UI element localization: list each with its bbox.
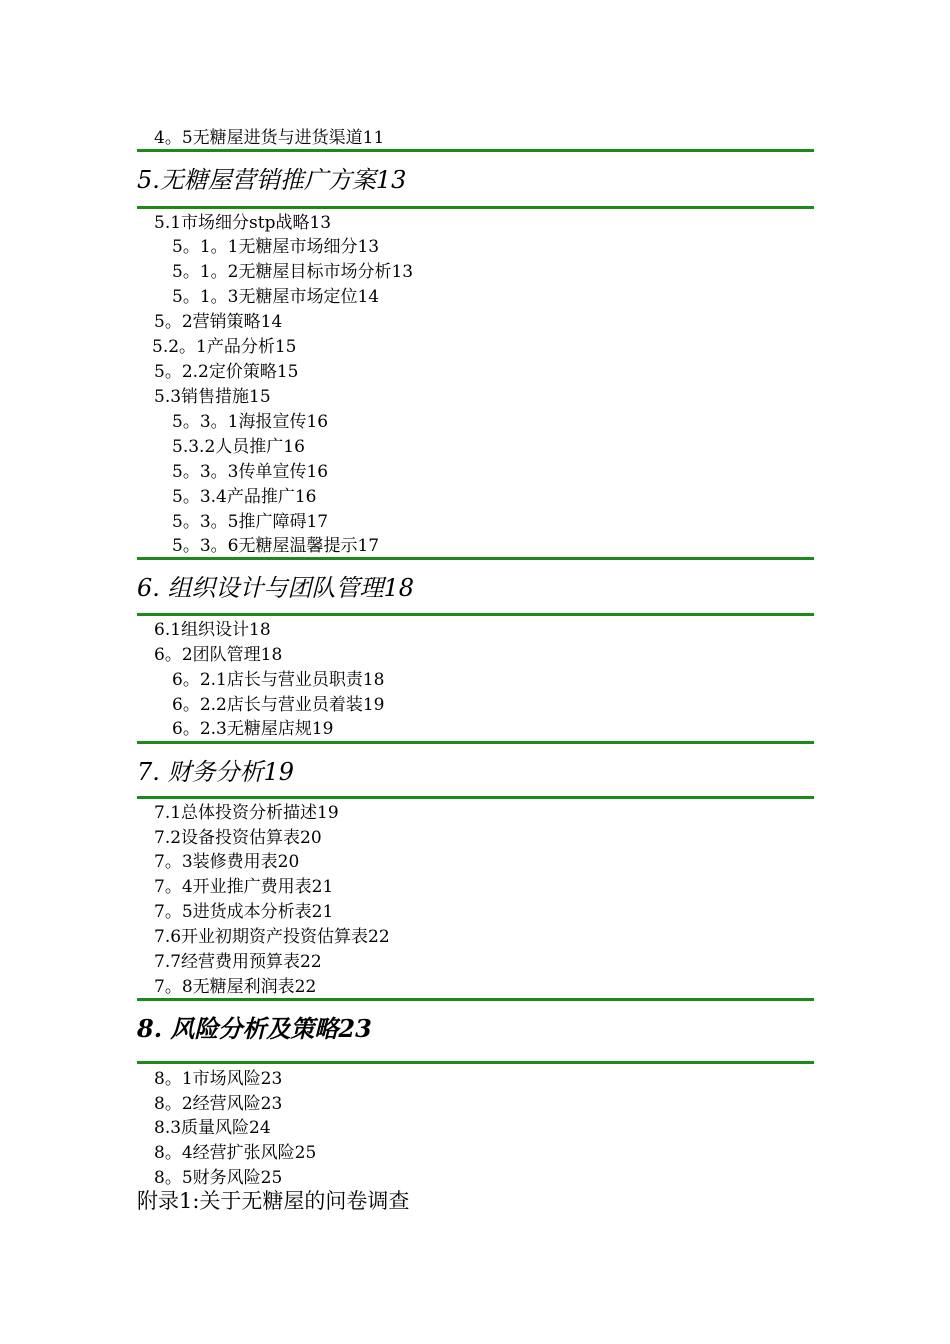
toc-entry-7-2[interactable]: 7.2设备投资估算表20 — [154, 828, 322, 848]
toc-entry-7-8[interactable]: 7。8无糖屋利润表22 — [154, 977, 317, 997]
toc-entry-5-3[interactable]: 5.3销售措施15 — [154, 387, 271, 407]
toc-entry-6-2-1[interactable]: 6。2.1店长与营业员职责18 — [172, 670, 385, 690]
toc-entry-5-1-1[interactable]: 5。1。1无糖屋市场细分13 — [172, 237, 380, 257]
section-divider — [137, 613, 814, 616]
toc-entry-5-2-2[interactable]: 5。2.2定价策略15 — [154, 362, 299, 382]
toc-entry-5-2-1[interactable]: 5.2。1产品分析15 — [152, 337, 297, 357]
section-divider — [137, 796, 814, 799]
toc-entry-6-1[interactable]: 6.1组织设计18 — [154, 620, 271, 640]
toc-entry-5-1-2[interactable]: 5。1。2无糖屋目标市场分析13 — [172, 262, 414, 282]
section-divider — [137, 206, 814, 209]
toc-entry-4-5[interactable]: 4。5无糖屋进货与进货渠道11 — [154, 128, 385, 148]
section-divider — [137, 741, 814, 744]
toc-heading-8[interactable]: 8. 风险分析及策略23 — [137, 1014, 372, 1043]
toc-entry-5-3-3[interactable]: 5。3。3传单宣传16 — [172, 462, 329, 482]
toc-entry-7-5[interactable]: 7。5进货成本分析表21 — [154, 902, 334, 922]
section-divider — [137, 149, 814, 152]
section-divider — [137, 557, 814, 560]
section-divider — [137, 1061, 814, 1064]
toc-entry-7-6[interactable]: 7.6开业初期资产投资估算表22 — [154, 927, 390, 947]
toc-entry-5-3-5[interactable]: 5。3。5推广障碍17 — [172, 512, 329, 532]
toc-heading-6[interactable]: 6. 组织设计与团队管理18 — [137, 574, 415, 602]
toc-entry-8-5[interactable]: 8。5财务风险25 — [154, 1168, 283, 1188]
toc-entry-5-3-2[interactable]: 5.3.2人员推广16 — [172, 437, 305, 457]
toc-entry-5-3-1[interactable]: 5。3。1海报宣传16 — [172, 412, 329, 432]
toc-entry-6-2-2[interactable]: 6。2.2店长与营业员着装19 — [172, 695, 385, 715]
toc-entry-7-4[interactable]: 7。4开业推广费用表21 — [154, 877, 334, 897]
toc-entry-6-2-3[interactable]: 6。2.3无糖屋店规19 — [172, 719, 334, 739]
section-divider — [137, 998, 814, 1001]
toc-entry-8-1[interactable]: 8。1市场风险23 — [154, 1069, 283, 1089]
toc-entry-8-3[interactable]: 8.3质量风险24 — [154, 1118, 271, 1138]
toc-appendix-1[interactable]: 附录1:关于无糖屋的问卷调查 — [137, 1189, 410, 1213]
toc-entry-7-3[interactable]: 7。3装修费用表20 — [154, 852, 300, 872]
toc-entry-8-4[interactable]: 8。4经营扩张风险25 — [154, 1143, 317, 1163]
toc-entry-5-2[interactable]: 5。2营销策略14 — [154, 312, 283, 332]
toc-entry-7-1[interactable]: 7.1总体投资分析描述19 — [154, 803, 339, 823]
toc-heading-5[interactable]: 5.无糖屋营销推广方案13 — [137, 166, 407, 194]
toc-entry-5-1[interactable]: 5.1市场细分stp战略13 — [154, 213, 332, 233]
toc-heading-7[interactable]: 7. 财务分析19 — [137, 758, 295, 786]
toc-entry-6-2[interactable]: 6。2团队管理18 — [154, 645, 283, 665]
toc-entry-5-3-6[interactable]: 5。3。6无糖屋温馨提示17 — [172, 536, 380, 556]
toc-entry-5-3-4[interactable]: 5。3.4产品推广16 — [172, 487, 317, 507]
toc-entry-5-1-3[interactable]: 5。1。3无糖屋市场定位14 — [172, 287, 380, 307]
toc-entry-7-7[interactable]: 7.7经营费用预算表22 — [154, 952, 322, 972]
toc-entry-8-2[interactable]: 8。2经营风险23 — [154, 1094, 283, 1114]
